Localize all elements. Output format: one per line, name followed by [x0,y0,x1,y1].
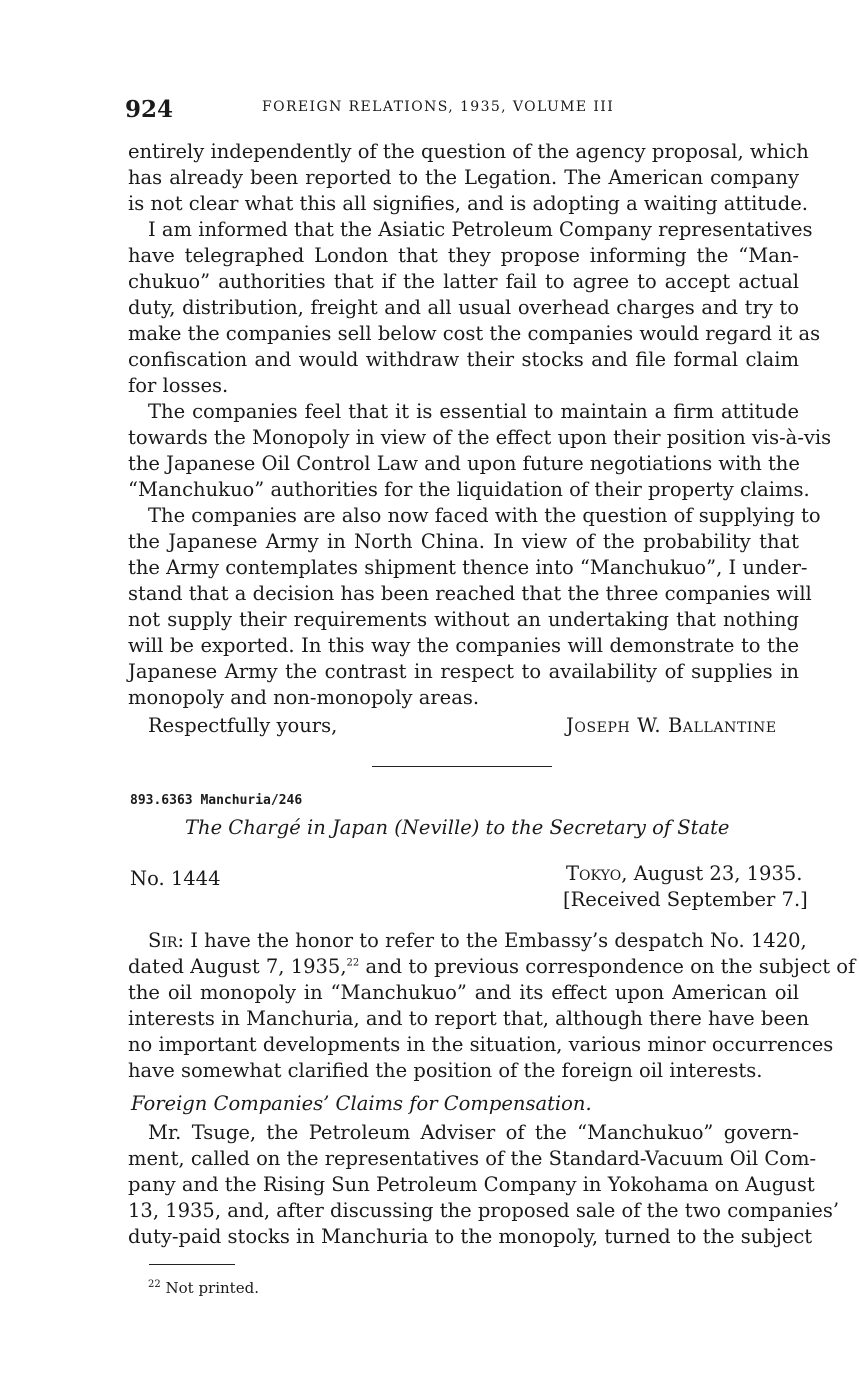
subheading: Foreign Companies’ Claims for Compensation. [131,1092,592,1115]
place-date [566,862,802,885]
body-line: Japanese Army the contrast in respect to availability of supplies in [128,660,799,683]
body-line: The companies feel that it is essential to maintain a firm attitude [148,400,799,423]
body-line: duty-paid stocks in Manchuria to the monopoly, turned to the subject [128,1225,813,1248]
body-line [128,954,856,980]
body-line: will be exported. In this way the companies will demonstrate to the [128,634,799,657]
body-line: the Japanese Oil Control Law and upon future negotiations with the [128,452,800,475]
salutation: Sir [148,929,178,952]
signature: Joseph W. Ballantine [566,714,777,737]
date: , August 23, 1935. [621,862,803,885]
closing: Respectfully yours, [148,714,338,737]
body-line: monopoly and non-monopoly areas. [128,686,480,709]
body-line: is not clear what this all signifies, and is adopting a waiting attitude. [128,192,808,215]
body-line: make the companies sell below cost the companies would regard it as [128,322,821,345]
file-reference: 893.6363 Manchuria/246 [130,793,303,808]
body-line: pany and the Rising Sun Petroleum Company in Yokohama on August [128,1173,815,1196]
body-line: I am informed that the Asiatic Petroleum Company representatives [148,218,813,241]
body-line: has already been reported to the Legation. The American company [128,166,799,189]
page-number: 924 [125,96,174,123]
received-date: [Received September 7.] [563,888,808,911]
body-line: have somewhat clarified the position of the foreign oil interests. [128,1059,763,1082]
body-line: duty, distribution, freight and all usual overhead charges and try to [128,296,799,319]
footnote [148,1279,259,1297]
running-head: FOREIGN RELATIONS, 1935, VOLUME III [262,99,615,115]
footnote-rule [149,1264,235,1265]
body-text: dated August 7, 1935, [128,955,347,978]
body-line: 13, 1935, and, after discussing the proposed sale of the two companies’ [128,1199,840,1222]
body-text: : I have the honor to refer to the Embassy’s despatch No. 1420, [177,929,807,952]
body-line: the Japanese Army in North China. In view of the probability that [128,530,799,553]
body-line: for losses. [128,374,229,397]
body-line: no important developments in the situation, various minor occurrences [128,1033,834,1056]
place: Tokyo [566,862,622,885]
footnote-reference: 22 [346,957,360,969]
body-line: not supply their requirements without an undertaking that nothing [128,608,799,631]
body-line: The companies are also now faced with the question of supplying to [148,504,821,527]
body-text: and to previous correspondence on the subject of [359,955,856,978]
footnote-number: 22 [148,1279,161,1290]
body-line: interests in Manchuria, and to report that, although there have been [128,1007,810,1030]
body-line: the oil monopoly in “Manchukuo” and its effect upon American oil [128,981,799,1004]
body-line: the Army contemplates shipment thence into “Manchukuo”, I under- [128,556,808,579]
body-line: ment, called on the representatives of the Standard-Vacuum Oil Com- [128,1147,817,1170]
body-line: chukuo” authorities that if the latter fail to agree to accept actual [128,270,799,293]
body-line: have telegraphed London that they propose informing the “Man- [128,244,799,267]
body-line: stand that a decision has been reached that the three companies will [128,582,812,605]
body-line: confiscation and would withdraw their stocks and file formal claim [128,348,799,371]
body-line: Mr. Tsuge, the Petroleum Adviser of the “Manchukuo” govern- [148,1121,799,1144]
document-title: The Chargé in Japan (Neville) to the Secretary of State [185,816,730,839]
body-line: “Manchukuo” authorities for the liquidation of their property claims. [128,478,810,501]
footnote-text: Not printed. [160,1279,259,1297]
body-line [148,928,807,954]
body-line: towards the Monopoly in view of the effect upon their position vis-à-vis [128,426,832,449]
despatch-number: No. 1444 [130,867,221,890]
body-line: entirely independently of the question of the agency proposal, which [128,140,809,163]
section-separator [372,766,552,767]
